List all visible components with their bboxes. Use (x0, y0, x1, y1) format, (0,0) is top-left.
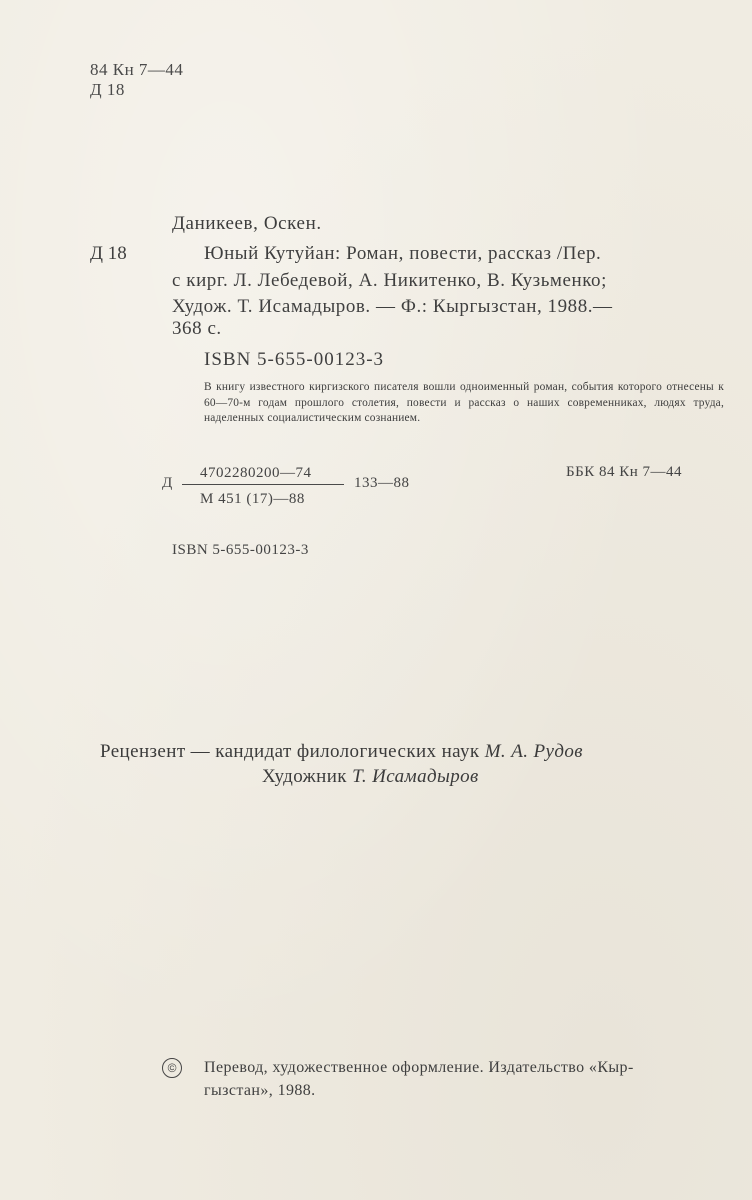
artist-name: Т. Исамадыров (352, 766, 479, 787)
author-heading: Даникеев, Оскен. (172, 213, 322, 234)
description-line: Худож. Т. Исамадыров. — Ф.: Кыргызстан, 1988.— (172, 296, 613, 317)
code-numerator: 4702280200—74 (200, 465, 312, 481)
copyright-line: гызстан», 1988. (204, 1082, 316, 1099)
copyright-line: Перевод, художественное оформление. Издательство «Кыр- (204, 1059, 634, 1076)
isbn-main: ISBN 5-655-00123-3 (204, 349, 385, 370)
code-denominator: М 451 (17)—88 (200, 491, 305, 507)
description-line: 368 с. (172, 318, 222, 339)
description-line: Юный Кутуйан: Роман, повести, рассказ /Пер. (204, 243, 602, 264)
reviewer-prefix: Рецензент — кандидат филологических наук (100, 741, 480, 762)
index-mark: Д 18 (90, 243, 127, 264)
isbn-bottom: ISBN 5-655-00123-3 (172, 542, 309, 558)
fraction-divider (182, 484, 344, 485)
reviewer-line (100, 741, 583, 763)
bbk-code-right: ББК 84 Кн 7—44 (566, 464, 683, 480)
code-suffix: 133—88 (354, 475, 410, 491)
bbk-code-top: 84 Кн 7—44 (90, 60, 184, 79)
artist-prefix: Художник (262, 766, 347, 787)
annotation-text: В книгу известного киргизского писателя вошли одноименный роман, события которого отнесены к 60—70-м годам прошлого столетия, повести и рассказ о наших современниках, людях труда, наделенных социалистическим сознанием. (204, 381, 724, 424)
description-line: с кирг. Л. Лебедевой, А. Никитенко, В. Кузьменко; (172, 270, 607, 291)
reviewer-name: М. А. Рудов (484, 741, 583, 762)
code-prefix: Д (162, 475, 173, 491)
shelf-code-top: Д 18 (90, 80, 125, 99)
copyright-icon: © (162, 1058, 182, 1078)
artist-line (262, 766, 479, 788)
